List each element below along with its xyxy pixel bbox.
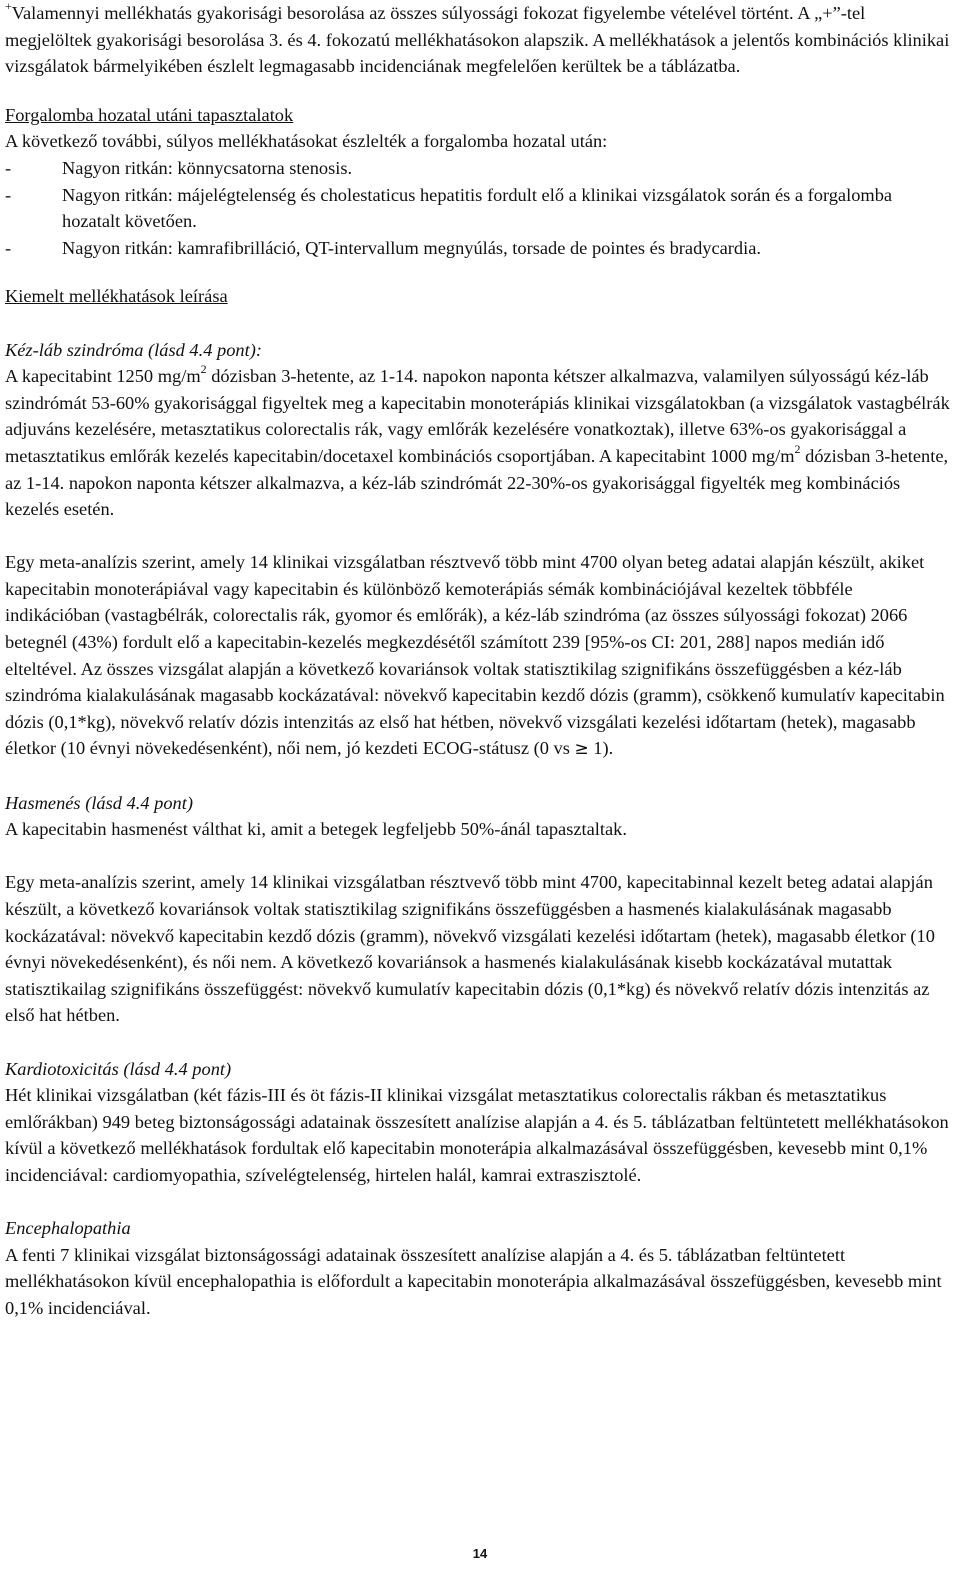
postmarketing-list-item [5,235,950,262]
spacer [5,763,950,790]
greater-equal-symbol: ≥ [574,739,589,760]
spacer [5,843,950,870]
hfs-p2-text-b: 1). [588,738,614,759]
intro-paragraph [5,0,950,80]
postmarketing-lead: A következő további, súlyos mellékhatásokat észlelték a forgalomba hozatal után: [5,131,608,152]
hfs-subheading: Kéz-láb szindróma (lásd 4.4 pont): [5,339,262,360]
postmarketing-item-text: Nagyon ritkán: májelégtelenség és cholestaticus hepatitis fordult elő a klinikai vizsgálatok során és a forgalomba hozatalt követően. [62,184,893,232]
hfs-p1-text-b: dózisban 3-hetente, az 1-14. napokon naponta kétszer alkalmazva, valamilyen súlyosságú kéz-láb szindrómát 53-60% gyakorisággal figyeltek meg a kapecitabin monoterápiás klinikai vizsgálatokban (a vizsgálatok vastagbélrák adjuváns kezelésére, metasztatikus colorectalis rák, vagy emlőrák kezelésére vonatkoztak), illetve 63%-os gyakorisággal a metasztatikus emlőrák kezelés kapecitabin/docetaxel kombinációs csoportjában. A kapecitabint 1000 mg/m [5,366,950,466]
hfs-p2-text-a: Egy meta-analízis szerint, amely 14 klinikai vizsgálatban résztvevő több mint 4700 olyan beteg adatai alapján készült, akiket kapecitabin monoterápiával vagy kapecitabin és különböző kemoterápiás sémák kombinációjával kezeltek többféle indikációban (vastagbélrák, colorectalis rák, gyomor és emlőrák), a kéz-láb szindróma (az összes súlyossági fokozat) 2066 betegnél (43%) fordult elő a kapecitabin-kezelés megkezdésétől számított 239 [95%-os CI: 201, 288] napos medián idő elteltével. Az összes vizsgálat alapján a következő kovariánsok voltak statisztikilag szignifikáns összefüggésben a kéz-láb szindróma kialakulásának magasabb kockázatával: növekvő kapecitabin kezdő dózis (gramm), csökkenő kumulatív kapecitabin dózis (0,1*kg), növekvő relatív dózis intenzitás az első hat hétben, növekvő vizsgálati kezelési időtartam (hetek), magasabb életkor (10 évnyi növekedésenként), női nem, jó kezdeti ECOG-státusz (0 vs [5,552,945,759]
hfs-paragraph-1 [5,363,950,523]
hfs-paragraph-2 [5,549,950,763]
intro-text: Valamennyi mellékhatás gyakorisági besorolása az összes súlyossági fokozat figyelembe vételével történt. A „+”-tel megjelöltek gyakorisági besorolása 3. és 4. fokozatú mellékhatásokon alapszik. A mellékhatások a jelentős kombinációs klinikai vizsgálatok bármelyikében észlelt legmagasabb incidenciának megfelelően kerültek be a táblázatba. [5,3,950,77]
spacer [5,310,950,337]
diarrhoea-paragraph-2: Egy meta-analízis szerint, amely 14 klinikai vizsgálatban résztvevő több mint 4700, kapecitabinnal kezelt beteg adatai alapján készült, a következő kovariánsok voltak statisztikilag szignifikáns összefüggésben a hasmenés kialakulásának magasabb kockázatával: növekvő kapecitabin kezdő dózis (gramm), növekvő vizsgálati kezelési időtartam (hetek), magasabb életkor (10 évnyi növekedésenként), és női nem. A következő kovariánsok a hasmenés kialakulásának kisebb kockázatával mutattak statisztikailag szignifikáns összefüggést: növekvő kumulatív kapecitabin dózis (0,1*kg) és növekvő relatív dózis intenzitás az első hat hétben. [5,872,935,1026]
document-page [5,0,950,1322]
cardiotox-subheading: Kardiotoxicitás (lásd 4.4 pont) [5,1058,232,1079]
highlighted-heading: Kiemelt mellékhatások leírása [5,286,228,307]
postmarketing-heading: Forgalomba hozatal utáni tapasztalatok [5,104,294,125]
superscript-2: 2 [200,362,207,376]
cardiotox-paragraph: Hét klinikai vizsgálatban (két fázis-III és öt fázis-II klinikai vizsgálat metasztatikus colorectalis rákban és metasztatikus emlőrákban) 949 beteg biztonságossági adatainak összesített analízise alapján a 4. és 5. táblázatban feltüntetett mellékhatásokon kívül a következő mellékhatások fordultak elő kapecitabin monoterápia alkalmazásával összefüggésben, kevesebb mint 0,1% incidenciával: cardiomyopathia, szívelégtelenség, hirtelen halál, kamrai extraszisztolé. [5,1085,949,1185]
spacer [5,80,950,102]
encephalopathy-subheading: Encephalopathia [5,1218,131,1239]
postmarketing-item-text: Nagyon ritkán: könnycsatorna stenosis. [62,157,353,178]
diarrhoea-subheading: Hasmenés (lásd 4.4 pont) [5,792,193,813]
hfs-p1-text-c: dózisban 3-hetente, az 1-14. napokon naponta kétszer alkalmazva, a kéz-láb szindrómát 22-30%-os gyakorisággal figyelték meg kombinációs kezelés esetén. [5,445,949,520]
postmarketing-list-item [5,182,950,235]
diarrhoea-paragraph-1: A kapecitabin hasmenést válthat ki, amit a betegek legfeljebb 50%-ánál tapasztaltak. [5,819,627,840]
postmarketing-item-text: Nagyon ritkán: kamrafibrilláció, QT-intervallum megnyúlás, torsade de pointes és bradycardia. [62,237,761,258]
spacer [5,523,950,550]
hfs-p1-text-a: A kapecitabint 1250 mg/m [5,366,201,387]
superscript-2: 2 [794,441,801,456]
dash-marker: - [5,157,12,178]
encephalopathy-paragraph: A fenti 7 klinikai vizsgálat biztonságossági adatainak összesített analízise alapján a 4. és 5. táblázatban feltüntetett mellékhatásokon kívül encephalopathia is előfordult a kapecitabin monoterápia alkalmazásával összefüggésben, kevesebb mint 0,1% incidenciával. [5,1244,942,1318]
spacer [5,1189,950,1216]
spacer [5,1029,950,1056]
page-number: 14 [472,1546,488,1561]
dash-marker: - [5,237,12,258]
dash-marker: - [5,184,12,205]
plus-superscript: + [5,0,12,13]
postmarketing-list-item [5,155,950,182]
spacer [5,261,950,283]
